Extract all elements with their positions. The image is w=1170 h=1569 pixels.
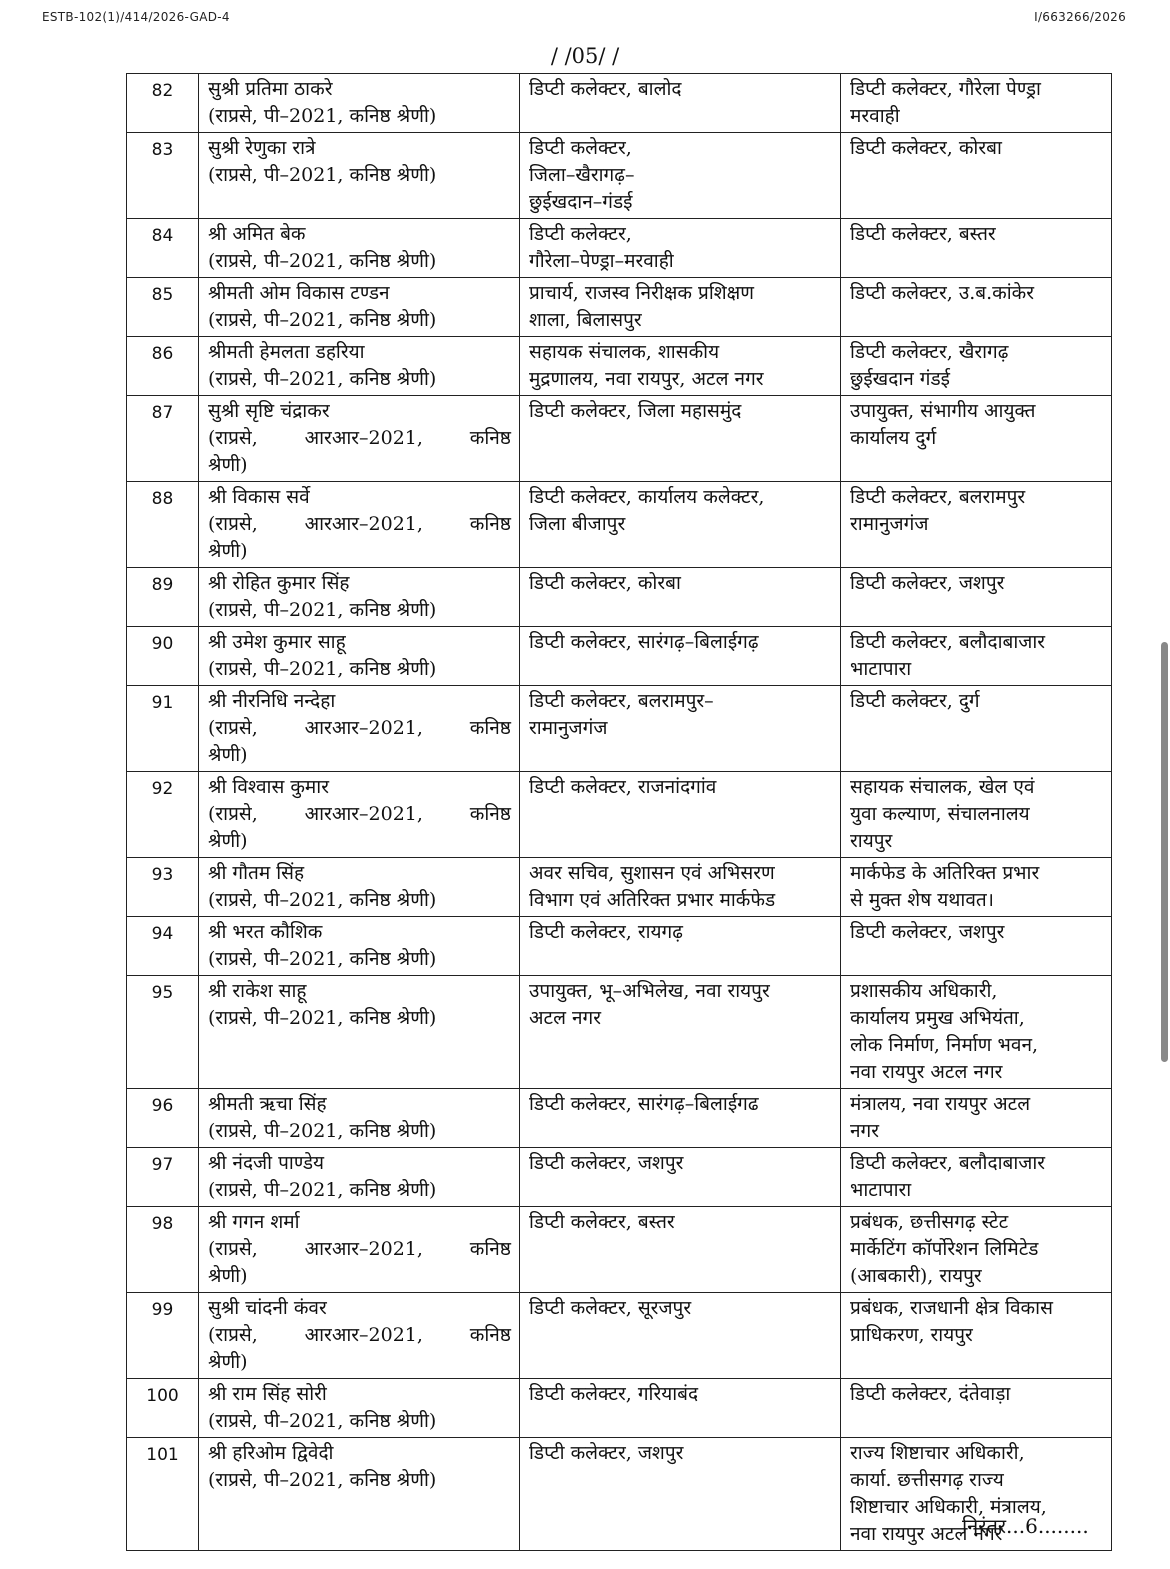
- serial-number-cell: [127, 627, 199, 686]
- table-row: [127, 219, 1112, 278]
- table-row: [127, 1207, 1112, 1293]
- officer-cell: [199, 1207, 520, 1293]
- officer-name: सुश्री चांदनी कंवर: [208, 1297, 327, 1319]
- officer-name: श्री विश्वास कुमार: [208, 776, 329, 798]
- new-posting-cell: [841, 337, 1112, 396]
- new-posting: भाटापारा: [850, 1179, 912, 1201]
- officer-cadre: (राप्रसे, पी–2021, कनिष्ठ श्रेणी): [208, 599, 437, 621]
- officer-name: सुश्री रेणुका रात्रे: [208, 137, 316, 159]
- table-row: [127, 568, 1112, 627]
- new-posting: रामानुजगंज: [850, 513, 929, 535]
- current-posting: डिप्टी कलेक्टर, सारंगढ़–बिलाईगढ: [529, 1093, 759, 1115]
- current-posting: जिला–खैरागढ़–: [529, 164, 635, 186]
- new-posting: डिप्टी कलेक्टर, बस्तर: [850, 223, 996, 245]
- officer-cadre: श्रेणी): [208, 744, 248, 766]
- officer-cell: [199, 772, 520, 858]
- officer-cadre: (राप्रसे, पी–2021, कनिष्ठ श्रेणी): [208, 105, 437, 127]
- current-posting: अवर सचिव, सुशासन एवं अभिसरण: [529, 862, 775, 884]
- current-posting-cell: [520, 1293, 841, 1379]
- current-posting-cell: [520, 1089, 841, 1148]
- current-posting-cell: [520, 337, 841, 396]
- new-posting: मंत्रालय, नवा रायपुर अटल: [850, 1093, 1031, 1115]
- officer-name: श्रीमती ओम विकास टण्डन: [208, 282, 390, 304]
- officer-cell: [199, 917, 520, 976]
- new-posting: डिप्टी कलेक्टर, बलरामपुर: [850, 486, 1026, 508]
- current-posting-cell: [520, 1379, 841, 1438]
- serial-number-cell: [127, 396, 199, 482]
- officer-cell: [199, 337, 520, 396]
- officer-cell: [199, 396, 520, 482]
- serial-number: 97: [151, 1155, 174, 1175]
- officer-cadre: श्रेणी): [208, 540, 248, 562]
- officer-name: श्रीमती ऋचा सिंह: [208, 1093, 327, 1115]
- officer-name: श्री नीरनिधि नन्देहा: [208, 690, 336, 712]
- officer-cell: [199, 1379, 520, 1438]
- new-posting-cell: [841, 1207, 1112, 1293]
- serial-number: 91: [151, 693, 174, 713]
- new-posting: डिप्टी कलेक्टर, खैरागढ़: [850, 341, 1009, 363]
- current-posting: डिप्टी कलेक्टर, जिला महासमुंद: [529, 400, 742, 422]
- transfer-order-table-body: [127, 74, 1112, 1551]
- serial-number: 92: [151, 779, 174, 799]
- serial-number: 84: [151, 226, 174, 246]
- serial-number-cell: [127, 1148, 199, 1207]
- table-row: [127, 133, 1112, 219]
- officer-cell: [199, 1089, 520, 1148]
- new-posting: नवा रायपुर अटल नगर: [850, 1061, 1003, 1083]
- current-posting: डिप्टी कलेक्टर, राजनांदगांव: [529, 776, 717, 798]
- officer-cadre: (राप्रसे, पी–2021, कनिष्ठ श्रेणी): [208, 658, 437, 680]
- table-row: [127, 917, 1112, 976]
- table-row: [127, 1148, 1112, 1207]
- serial-number: 87: [151, 403, 174, 423]
- new-posting: कार्या. छत्तीसगढ़ राज्य: [850, 1469, 1004, 1491]
- new-posting: प्रशासकीय अधिकारी,: [850, 980, 998, 1002]
- new-posting-cell: [841, 219, 1112, 278]
- officer-cell: [199, 133, 520, 219]
- current-posting: डिप्टी कलेक्टर, जशपुर: [529, 1442, 684, 1464]
- new-posting: डिप्टी कलेक्टर, दुर्ग: [850, 690, 980, 712]
- officer-cadre: (राप्रसे, पी–2021, कनिष्ठ श्रेणी): [208, 1179, 437, 1201]
- table-row: [127, 627, 1112, 686]
- officer-cell: [199, 278, 520, 337]
- new-posting-cell: [841, 396, 1112, 482]
- officer-name: श्री गगन शर्मा: [208, 1211, 300, 1233]
- new-posting: उपायुक्त, संभागीय आयुक्त: [850, 400, 1036, 422]
- new-posting: भाटापारा: [850, 658, 912, 680]
- new-posting: सहायक संचालक, खेल एवं: [850, 776, 1035, 798]
- new-posting-cell: [841, 686, 1112, 772]
- new-posting-cell: [841, 133, 1112, 219]
- current-posting: मुद्रणालय, नवा रायपुर, अटल नगर: [529, 368, 764, 390]
- officer-name: सुश्री सृष्टि चंद्राकर: [208, 400, 330, 422]
- current-posting-cell: [520, 1148, 841, 1207]
- officer-cadre: (राप्रसे, पी–2021, कनिष्ठ श्रेणी): [208, 1120, 437, 1142]
- officer-cadre: (राप्रसे, आरआर–2021, कनिष्ठ: [208, 1324, 511, 1346]
- table-row: [127, 1293, 1112, 1379]
- current-posting: डिप्टी कलेक्टर,: [529, 223, 632, 245]
- officer-cell: [199, 1293, 520, 1379]
- officer-name: श्री राम सिंह सोरी: [208, 1383, 327, 1405]
- table-row: [127, 976, 1112, 1089]
- officer-name: श्री उमेश कुमार साहू: [208, 631, 346, 653]
- new-posting-cell: [841, 1379, 1112, 1438]
- officer-cell: [199, 74, 520, 133]
- table-row: [127, 686, 1112, 772]
- new-posting: (आबकारी), रायपुर: [850, 1265, 982, 1287]
- officer-cell: [199, 1148, 520, 1207]
- serial-number-cell: [127, 337, 199, 396]
- current-posting-cell: [520, 1438, 841, 1551]
- current-posting: अटल नगर: [529, 1007, 602, 1029]
- officer-cadre: श्रेणी): [208, 1351, 248, 1373]
- new-posting-cell: [841, 1293, 1112, 1379]
- serial-number: 86: [151, 344, 174, 364]
- serial-number-cell: [127, 917, 199, 976]
- serial-number-cell: [127, 482, 199, 568]
- current-posting: डिप्टी कलेक्टर, रायगढ़: [529, 921, 683, 943]
- current-posting: शाला, बिलासपुर: [529, 309, 642, 331]
- new-posting-cell: [841, 917, 1112, 976]
- officer-cadre: (राप्रसे, आरआर–2021, कनिष्ठ: [208, 803, 511, 825]
- new-posting: कार्यालय दुर्ग: [850, 427, 937, 449]
- new-posting: प्रबंधक, राजधानी क्षेत्र विकास: [850, 1297, 1053, 1319]
- new-posting: नगर: [850, 1120, 880, 1142]
- officer-name: श्रीमती हेमलता डहरिया: [208, 341, 365, 363]
- new-posting-cell: [841, 278, 1112, 337]
- officer-cadre: (राप्रसे, आरआर–2021, कनिष्ठ: [208, 427, 511, 449]
- page-number: / /05/ /: [550, 44, 620, 68]
- table-row: [127, 772, 1112, 858]
- table-row: [127, 858, 1112, 917]
- current-posting-cell: [520, 686, 841, 772]
- officer-cadre: (राप्रसे, पी–2021, कनिष्ठ श्रेणी): [208, 250, 437, 272]
- officer-cell: [199, 976, 520, 1089]
- current-posting-cell: [520, 482, 841, 568]
- current-posting: सहायक संचालक, शासकीय: [529, 341, 720, 363]
- table-row: [127, 482, 1112, 568]
- new-posting-cell: [841, 627, 1112, 686]
- new-posting: डिप्टी कलेक्टर, बलौदाबाजार: [850, 631, 1046, 653]
- new-posting-cell: [841, 74, 1112, 133]
- serial-number: 100: [146, 1386, 179, 1406]
- serial-number: 83: [151, 140, 174, 160]
- table-row: [127, 1379, 1112, 1438]
- new-posting: डिप्टी कलेक्टर, दंतेवाड़ा: [850, 1383, 1011, 1405]
- current-posting: डिप्टी कलेक्टर,: [529, 137, 632, 159]
- serial-number: 85: [151, 285, 174, 305]
- current-posting-cell: [520, 772, 841, 858]
- serial-number-cell: [127, 1438, 199, 1551]
- new-posting-cell: [841, 1089, 1112, 1148]
- officer-cadre: (राप्रसे, पी–2021, कनिष्ठ श्रेणी): [208, 1007, 437, 1029]
- serial-number: 82: [151, 81, 174, 101]
- current-posting-cell: [520, 133, 841, 219]
- serial-number-cell: [127, 686, 199, 772]
- current-posting: प्राचार्य, राजस्व निरीक्षक प्रशिक्षण: [529, 282, 755, 304]
- serial-number-cell: [127, 976, 199, 1089]
- continued-note: निरंतर...6........: [962, 1514, 1089, 1538]
- new-posting: कार्यालय प्रमुख अभियंता,: [850, 1007, 1025, 1029]
- serial-number: 99: [151, 1300, 174, 1320]
- officer-cadre: (राप्रसे, पी–2021, कनिष्ठ श्रेणी): [208, 309, 437, 331]
- officer-cadre: श्रेणी): [208, 454, 248, 476]
- new-posting: डिप्टी कलेक्टर, जशपुर: [850, 921, 1005, 943]
- officer-cell: [199, 858, 520, 917]
- officer-cell: [199, 627, 520, 686]
- officer-cell: [199, 686, 520, 772]
- serial-number-cell: [127, 74, 199, 133]
- serial-number-cell: [127, 858, 199, 917]
- serial-number-cell: [127, 772, 199, 858]
- officer-name: श्री नंदजी पाण्डेय: [208, 1152, 325, 1174]
- new-posting-cell: [841, 482, 1112, 568]
- current-posting-cell: [520, 568, 841, 627]
- officer-cadre: (राप्रसे, पी–2021, कनिष्ठ श्रेणी): [208, 164, 437, 186]
- officer-cadre: (राप्रसे, पी–2021, कनिष्ठ श्रेणी): [208, 948, 437, 970]
- current-posting: डिप्टी कलेक्टर, जशपुर: [529, 1152, 684, 1174]
- transfer-order-table: [126, 73, 1112, 1551]
- new-posting: डिप्टी कलेक्टर, जशपुर: [850, 572, 1005, 594]
- new-posting-cell: [841, 772, 1112, 858]
- new-posting-cell: [841, 976, 1112, 1089]
- new-posting: प्रबंधक, छत्तीसगढ़ स्टेट: [850, 1211, 1009, 1233]
- current-posting: डिप्टी कलेक्टर, बस्तर: [529, 1211, 675, 1233]
- serial-number-cell: [127, 1089, 199, 1148]
- serial-number: 89: [151, 575, 174, 595]
- current-posting-cell: [520, 858, 841, 917]
- officer-cadre: (राप्रसे, आरआर–2021, कनिष्ठ: [208, 717, 511, 739]
- officer-name: श्री हरिओम द्विवेदी: [208, 1442, 334, 1464]
- table-row: [127, 337, 1112, 396]
- officer-name: श्री अमित बेक: [208, 223, 306, 245]
- vertical-scrollbar[interactable]: [1161, 642, 1168, 1062]
- new-posting: से मुक्त शेष यथावत।: [850, 889, 994, 911]
- officer-cell: [199, 219, 520, 278]
- new-posting: डिप्टी कलेक्टर, उ.ब.कांकेर: [850, 282, 1035, 304]
- file-reference-number: ESTB-102(1)/414/2026-GAD-4: [42, 10, 230, 24]
- new-posting: नवा रायपुर अटल नगर: [850, 1523, 1003, 1545]
- new-posting: मरवाही: [850, 105, 900, 127]
- officer-cadre: (राप्रसे, पी–2021, कनिष्ठ श्रेणी): [208, 1469, 437, 1491]
- new-posting: युवा कल्याण, संचालनालय: [850, 803, 1030, 825]
- new-posting: रायपुर: [850, 830, 893, 852]
- serial-number-cell: [127, 278, 199, 337]
- officer-cadre: (राप्रसे, आरआर–2021, कनिष्ठ: [208, 513, 511, 535]
- serial-number: 96: [151, 1096, 174, 1116]
- current-posting: डिप्टी कलेक्टर, सूरजपुर: [529, 1297, 692, 1319]
- new-posting: डिप्टी कलेक्टर, कोरबा: [850, 137, 1002, 159]
- current-posting: डिप्टी कलेक्टर, सारंगढ़–बिलाईगढ़: [529, 631, 759, 653]
- officer-cell: [199, 1438, 520, 1551]
- new-posting-cell: [841, 568, 1112, 627]
- officer-cadre: श्रेणी): [208, 830, 248, 852]
- officer-cadre: (राप्रसे, पी–2021, कनिष्ठ श्रेणी): [208, 889, 437, 911]
- new-posting: लोक निर्माण, निर्माण भवन,: [850, 1034, 1039, 1056]
- officer-name: श्री रोहित कुमार सिंह: [208, 572, 350, 594]
- serial-number: 93: [151, 865, 174, 885]
- serial-number: 90: [151, 634, 174, 654]
- current-posting: डिप्टी कलेक्टर, कार्यालय कलेक्टर,: [529, 486, 765, 508]
- new-posting: राज्य शिष्टाचार अधिकारी,: [850, 1442, 1025, 1464]
- current-posting-cell: [520, 219, 841, 278]
- current-posting: उपायुक्त, भू–अभिलेख, नवा रायपुर: [529, 980, 770, 1002]
- current-posting: विभाग एवं अतिरिक्त प्रभार मार्कफेड: [529, 889, 776, 911]
- officer-name: सुश्री प्रतिमा ठाकरे: [208, 78, 333, 100]
- current-posting: गौरेला–पेण्ड्रा–मरवाही: [529, 250, 674, 272]
- serial-number-cell: [127, 1379, 199, 1438]
- officer-cadre: (राप्रसे, पी–2021, कनिष्ठ श्रेणी): [208, 368, 437, 390]
- document-id: I/663266/2026: [1034, 10, 1126, 24]
- serial-number: 94: [151, 924, 174, 944]
- serial-number: 95: [151, 983, 174, 1003]
- serial-number: 101: [146, 1445, 179, 1465]
- current-posting: डिप्टी कलेक्टर, गरियाबंद: [529, 1383, 699, 1405]
- current-posting: छुईखदान–गंडई: [529, 191, 633, 213]
- officer-cadre: श्रेणी): [208, 1265, 248, 1287]
- officer-cell: [199, 568, 520, 627]
- officer-name: श्री भरत कौशिक: [208, 921, 323, 943]
- new-posting: प्राधिकरण, रायपुर: [850, 1324, 973, 1346]
- current-posting-cell: [520, 976, 841, 1089]
- serial-number-cell: [127, 1207, 199, 1293]
- new-posting: छुईखदान गंडई: [850, 368, 950, 390]
- current-posting-cell: [520, 74, 841, 133]
- current-posting: जिला बीजापुर: [529, 513, 626, 535]
- current-posting: डिप्टी कलेक्टर, कोरबा: [529, 572, 681, 594]
- current-posting-cell: [520, 1207, 841, 1293]
- new-posting: डिप्टी कलेक्टर, बलौदाबाजार: [850, 1152, 1046, 1174]
- table-row: [127, 74, 1112, 133]
- new-posting: मार्कफेड के अतिरिक्त प्रभार: [850, 862, 1040, 884]
- new-posting-cell: [841, 858, 1112, 917]
- officer-name: श्री विकास सर्वे: [208, 486, 310, 508]
- new-posting: मार्केटिंग कॉर्पोरेशन लिमिटेड: [850, 1238, 1039, 1260]
- officer-name: श्री राकेश साहू: [208, 980, 307, 1002]
- current-posting: डिप्टी कलेक्टर, बलरामपुर–: [529, 690, 714, 712]
- serial-number: 88: [151, 489, 174, 509]
- new-posting-cell: [841, 1148, 1112, 1207]
- current-posting-cell: [520, 627, 841, 686]
- officer-cell: [199, 482, 520, 568]
- new-posting: डिप्टी कलेक्टर, गौरेला पेण्ड्रा: [850, 78, 1041, 100]
- officer-cadre: (राप्रसे, आरआर–2021, कनिष्ठ: [208, 1238, 511, 1260]
- new-posting: शिष्टाचार अधिकारी, मंत्रालय,: [850, 1496, 1047, 1518]
- current-posting: रामानुजगंज: [529, 717, 608, 739]
- table-row: [127, 278, 1112, 337]
- current-posting-cell: [520, 396, 841, 482]
- current-posting-cell: [520, 278, 841, 337]
- current-posting: डिप्टी कलेक्टर, बालोद: [529, 78, 682, 100]
- serial-number-cell: [127, 133, 199, 219]
- table-row: [127, 1089, 1112, 1148]
- officer-name: श्री गौतम सिंह: [208, 862, 305, 884]
- serial-number: 98: [151, 1214, 174, 1234]
- current-posting-cell: [520, 917, 841, 976]
- serial-number-cell: [127, 1293, 199, 1379]
- table-row: [127, 396, 1112, 482]
- serial-number-cell: [127, 219, 199, 278]
- serial-number-cell: [127, 568, 199, 627]
- officer-cadre: (राप्रसे, पी–2021, कनिष्ठ श्रेणी): [208, 1410, 437, 1432]
